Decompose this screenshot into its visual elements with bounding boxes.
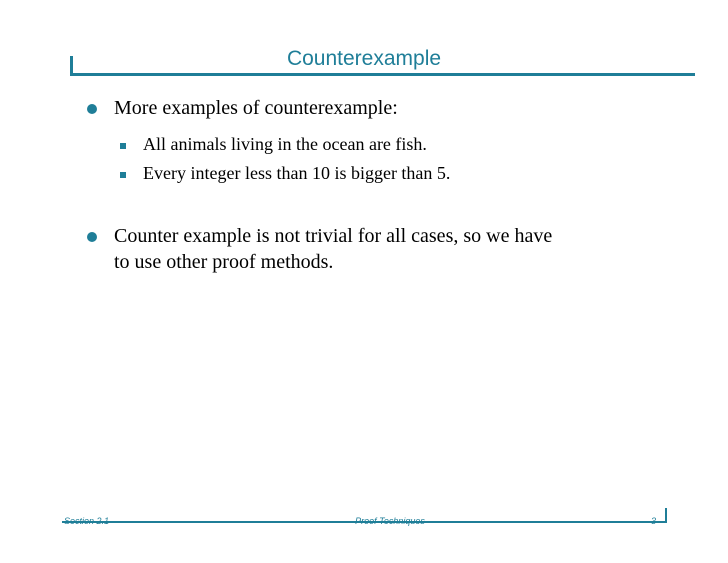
title-underline-rule xyxy=(70,73,695,76)
square-bullet-icon xyxy=(120,143,126,149)
bullet-text-line: Counter example is not trivial for all cases, so we have xyxy=(114,225,553,247)
slide-title: Counterexample xyxy=(286,47,442,70)
footer-page-number: 3 xyxy=(651,516,657,526)
sub-bullet-text: All animals living in the ocean are fish. xyxy=(143,134,427,154)
bullet-dot-icon xyxy=(87,232,97,242)
footer-topic-label: Proof Techniques xyxy=(355,516,425,526)
square-bullet-icon xyxy=(120,172,126,178)
sub-bullet-text: Every integer less than 10 is bigger than 5. xyxy=(143,163,451,183)
bullet-text-line: to use other proof methods. xyxy=(114,251,334,273)
bullet-text: More examples of counterexample: xyxy=(114,97,398,119)
footer-section-label: Section 2.1 xyxy=(64,516,110,526)
bullet-dot-icon xyxy=(87,104,97,114)
